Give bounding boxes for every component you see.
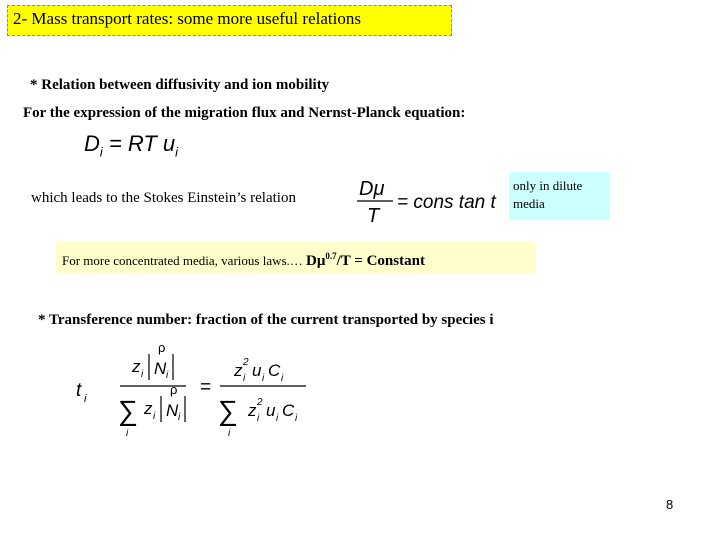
t-subscript: i	[84, 393, 87, 405]
num1-z-sub: i	[141, 369, 144, 380]
stokes-label: which leads to the Stokes Einstein’s relation	[31, 190, 296, 206]
den2-u-sub: i	[276, 413, 279, 424]
formula-base: Dμ	[306, 253, 326, 269]
transference-heading: * Transference number: fraction of the current transported by species i	[38, 312, 494, 328]
den2-z: z	[248, 401, 257, 420]
num1-z: z	[132, 357, 141, 376]
eq-lhs-sub: i	[99, 144, 103, 160]
t-symbol: t	[76, 380, 82, 401]
vec-mark-bottom: ρ	[170, 382, 178, 397]
sum-index-2: i	[228, 428, 231, 439]
den2-z-sub: i	[257, 413, 260, 424]
stokes-denominator: T	[367, 205, 380, 227]
eq-rhs: = RT u	[108, 131, 176, 156]
den1-z: z	[144, 399, 153, 418]
concentrated-text: For more concentrated media, various laws.…	[62, 253, 307, 268]
slide-title: 2- Mass transport rates: some more useful relations	[13, 9, 361, 28]
stokes-einstein-equation	[355, 172, 505, 228]
den2-z-sq: 2	[257, 397, 263, 408]
den2-C: C	[282, 401, 295, 420]
formula-exponent: 0.7	[325, 251, 337, 261]
formula-rest: /T = Constant	[336, 253, 425, 269]
den2-C-sub: i	[295, 413, 298, 424]
slide-number: 8	[666, 497, 674, 512]
num2-z-sub: i	[243, 373, 246, 384]
eq-lhs: D	[84, 131, 100, 156]
transference-equation	[68, 340, 328, 440]
num2-C: C	[268, 361, 281, 380]
num2-u: u	[252, 361, 262, 380]
den2-u: u	[266, 401, 276, 420]
num1-N: N	[154, 359, 167, 378]
sum-symbol-1: ∑	[118, 395, 138, 426]
eq-rhs-sub: i	[175, 144, 179, 160]
vec-mark-top: ρ	[158, 340, 166, 355]
num2-z: z	[234, 361, 243, 380]
expression-line: For the expression of the migration flux and Nernst-Planck equation:	[23, 105, 466, 121]
stokes-numerator: Dμ	[359, 178, 385, 200]
concentrated-line	[62, 251, 425, 270]
num2-u-sub: i	[262, 373, 265, 384]
num2-C-sub: i	[281, 373, 284, 384]
dilute-note: only in dilute media	[509, 172, 610, 220]
sum-symbol-2: ∑	[218, 395, 238, 426]
den1-N-sub: i	[178, 412, 181, 423]
stokes-rhs: = cons tan t	[397, 192, 496, 213]
concentrated-formula	[306, 253, 425, 269]
num2-z-sq: 2	[243, 357, 249, 368]
relation-heading: * Relation between diffusivity and ion mobility	[30, 77, 330, 93]
num1-N-sub: i	[166, 370, 169, 381]
diffusivity-equation	[84, 131, 178, 159]
equals-sign: =	[200, 377, 212, 398]
den1-z-sub: i	[153, 411, 156, 422]
den1-N: N	[166, 401, 179, 420]
sum-index-1: i	[126, 428, 129, 439]
